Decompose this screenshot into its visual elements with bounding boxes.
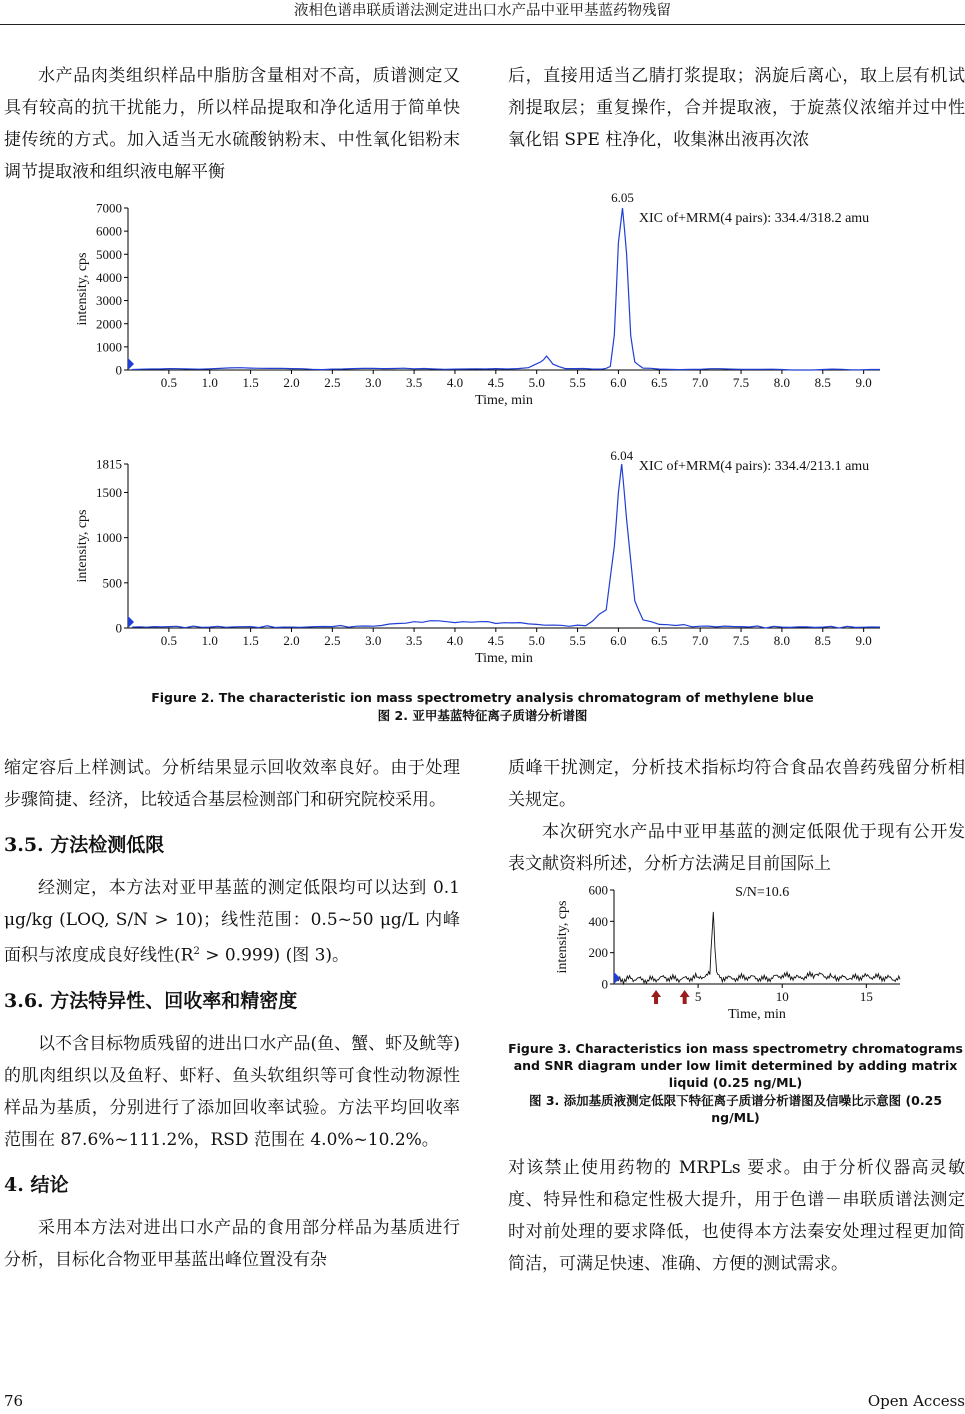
y-tick-label: 600 [588,882,608,898]
y-tick-label: 0 [115,620,122,636]
paragraph-recovery: 缩定容后上样测试。分析结果显示回收效率良好。由于处理步骤简捷、经济，比较适合基层检测部门和研究院校采用。 [4,758,460,810]
x-tick-label: 5.0 [528,375,545,390]
x-tick-label: 5 [694,989,702,1004]
x-axis-label: Time, min [475,651,533,666]
y-tick-label: 400 [588,913,608,929]
x-tick-label: 5.5 [569,633,586,648]
chromatogram-trace [132,464,880,628]
x-tick-label: 3.0 [365,633,382,648]
paragraph-comparison: 本次研究水产品中亚甲基蓝的测定低限优于现有公开发表文献资料所述，分析方法满足目前国际上 [508,822,965,874]
left-top-paragraph: 水产品肉类组织样品中脂肪含量相对不高，质谱测定又具有较高的抗干扰能力，所以样品提取和净化适用于简单快捷传统的方式。加入适当无水硫酸钠粉末、中性氧化铝粉末调节提取液和组织液电解平衡 [4,66,460,182]
start-marker [128,616,134,628]
y-tick-label: 1815 [96,456,122,472]
x-tick-label: 5.5 [569,375,586,390]
paragraph-mrpls: 对该禁止使用药物的 MRPLs 要求。由于分析仪器高灵敏度、特异性和稳定性极大提升，用于色谱－串联质谱法测定时对前处理的要求降低，也使得本方法秦安处理过程更加简简洁，可满足快速、准确、方便的测试需求。 [508,1158,965,1274]
x-tick-label: 8.0 [773,633,791,648]
y-tick-label: 1000 [96,530,122,546]
x-tick-label: 1.0 [201,375,218,390]
snr-chromatogram [548,876,918,1026]
x-tick-label: 4.0 [446,375,464,390]
x-tick-label: 8.5 [814,375,831,390]
x-tick-label: 0.5 [160,633,177,648]
x-axis-label: Time, min [475,393,533,408]
x-tick-label: 7.5 [732,375,750,390]
y-tick-label: 4000 [96,269,122,285]
noise-window-arrow-icon [680,990,690,1004]
left-column [4,752,460,1276]
chromatogram-trace [617,912,900,984]
y-tick-label: 3000 [96,293,122,309]
section-heading-3-6: 3.6. 方法特异性、回收率和精密度 [4,989,298,1012]
x-tick-label: 15 [859,989,873,1004]
x-tick-label: 6.0 [610,633,627,648]
x-tick-label: 9.0 [855,633,872,648]
figure3-caption-zh: 图 3. 添加基质液测定低限下特征离子质谱分析谱图及信噪比示意图 (0.25 ng/ML) [528,1093,943,1125]
start-marker [128,358,134,370]
x-tick-label: 6.5 [651,633,668,648]
paragraph-conclusion: 采用本方法对进出口水产品的食用部分样品为基质进行分析，目标化合物亚甲基蓝出峰位置没有杂 [4,1217,460,1270]
x-tick-label: 7.0 [692,375,709,390]
detection-text-b: > 0.999) (图 3)。 [199,945,350,966]
x-tick-label: 3.5 [405,633,423,648]
x-tick-label: 4.5 [487,375,504,390]
x-tick-label: 10 [775,989,789,1004]
x-tick-label: 6.0 [610,375,627,390]
peak-label: 6.04 [610,448,634,463]
y-axis-label: intensity, cps [555,900,570,974]
snr-annotation: S/N=10.6 [735,885,790,900]
y-tick-label: 1000 [96,339,122,355]
y-tick-label: 5000 [96,246,122,262]
x-tick-label: 2.0 [283,633,300,648]
section-heading-3-5: 3.5. 方法检测低限 [4,834,165,856]
paragraph-detection-limit [4,872,460,972]
y-tick-label: 2000 [96,316,122,332]
y-tick-label: 6000 [96,223,122,239]
x-tick-label: 1.0 [201,633,218,648]
running-header: 液相色谱串联质谱法测定进出口水产品中亚甲基蓝药物残留 [294,3,671,19]
y-tick-label: 0 [601,976,608,992]
r-squared-superscript: 2 [193,946,200,957]
y-tick-label: 7000 [96,200,122,216]
trace-annotation: XIC of+MRM(4 pairs): 334.4/213.1 amu [638,459,870,474]
chromatogram-318 [70,188,900,418]
x-tick-label: 7.5 [732,633,750,648]
x-tick-label: 8.5 [814,633,831,648]
x-tick-label: 3.0 [365,375,382,390]
chromatogram-trace [132,208,880,370]
publisher-label: Open Access [867,1392,965,1410]
figure3-caption-en: Figure 3. Characteristics ion mass spectrometry chromatograms and SNR diagram under low limit determined by adding matrix liquid (0.25 ng/ML) [508,1041,963,1090]
figure2-caption-zh: 图 2. 亚甲基蓝特征离子质谱分析谱图 [377,708,588,723]
x-tick-label: 7.0 [692,633,709,648]
y-tick-label: 200 [588,945,608,961]
x-tick-label: 6.5 [651,375,668,390]
x-tick-label: 2.5 [324,375,341,390]
x-tick-label: 4.0 [446,633,464,648]
paragraph-interference: 质峰干扰测定，分析技术指标均符合食品农兽药残留分析相关规定。 [508,758,965,810]
x-tick-label: 2.0 [283,375,300,390]
x-tick-label: 8.0 [773,375,791,390]
header-rule [0,24,965,25]
figure2-caption-en: Figure 2. The characteristic ion mass spectrometry analysis chromatogram of methylene blue [151,690,814,705]
x-tick-label: 3.5 [405,375,423,390]
peak-label: 6.05 [611,190,634,205]
y-tick-label: 0 [115,362,122,378]
section-heading-4: 4. 结论 [4,1173,69,1196]
detection-text-a: 经测定，本方法对亚甲基蓝的测定低限均可以达到 0.1 μg/kg (LOQ, S/N > 10)；线性范围：0.5~50 μg/L 内峰面积与浓度成良好线性(R [4,878,460,966]
x-tick-label: 9.0 [855,375,872,390]
x-tick-label: 1.5 [242,375,259,390]
y-axis-label: intensity, cps [75,252,90,326]
start-marker [614,972,620,984]
x-tick-label: 1.5 [242,633,259,648]
paragraph-specificity: 以不含目标物质残留的进出口水产品(鱼、蟹、虾及鱿等)的肌肉组织以及鱼籽、虾籽、鱼头软组织等可食性动物源性样品为基质，分别进行了添加回收率试验。方法平均回收率范围在 87.6%~111.2%，RSD 范围在 4.0%~10.2%。 [4,1033,460,1150]
x-tick-label: 2.5 [324,633,341,648]
trace-annotation: XIC of+MRM(4 pairs): 334.4/318.2 amu [638,211,870,226]
page-number: 76 [4,1392,24,1410]
x-tick-label: 4.5 [487,633,504,648]
noise-window-arrow-icon [651,990,661,1004]
y-tick-label: 500 [102,575,122,591]
x-tick-label: 0.5 [160,375,177,390]
right-top-paragraph: 后，直接用适当乙腈打浆提取；涡旋后离心，取上层有机试剂提取层；重复操作，合并提取液，于旋蒸仪浓缩并过中性氧化铝 SPE 柱净化，收集淋出液再次浓 [508,66,965,150]
chromatogram-213 [70,446,900,676]
y-tick-label: 1500 [96,485,122,501]
y-axis-label: intensity, cps [75,509,90,583]
x-tick-label: 5.0 [528,633,545,648]
x-axis-label: Time, min [728,1007,786,1022]
